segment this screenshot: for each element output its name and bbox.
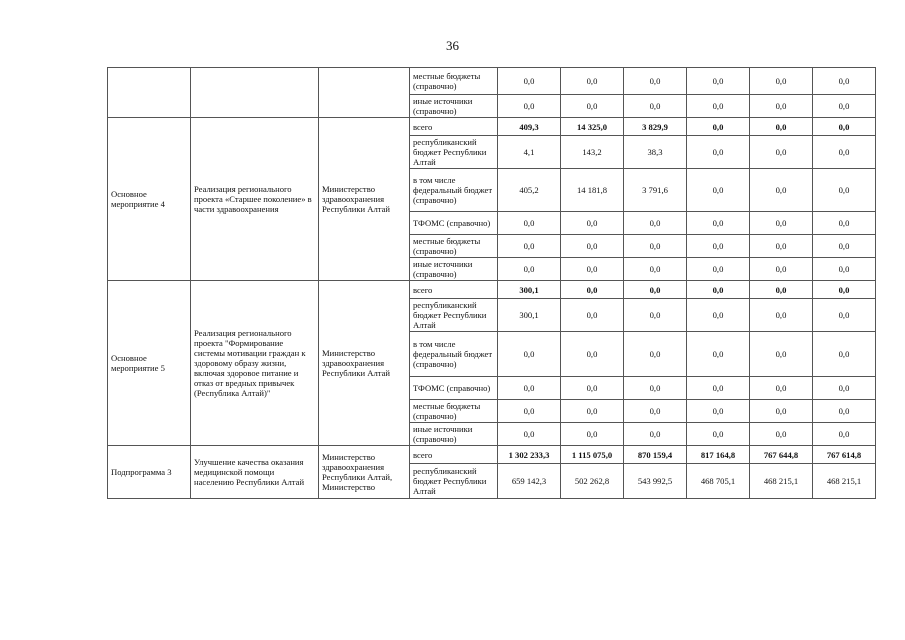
value-cell: 0,0 bbox=[687, 332, 750, 377]
value-cell: 0,0 bbox=[561, 299, 624, 332]
value-cell: 767 644,8 bbox=[750, 446, 813, 464]
value-cell: 817 164,8 bbox=[687, 446, 750, 464]
value-cell: 0,0 bbox=[561, 281, 624, 299]
value-cell: 14 325,0 bbox=[561, 118, 624, 136]
section-code bbox=[108, 68, 191, 118]
value-cell: 0,0 bbox=[624, 95, 687, 118]
page-number: 36 bbox=[446, 38, 459, 53]
value-cell: 0,0 bbox=[561, 95, 624, 118]
value-cell: 0,0 bbox=[750, 281, 813, 299]
value-cell: 0,0 bbox=[561, 258, 624, 281]
value-cell: 0,0 bbox=[750, 258, 813, 281]
value-cell: 409,3 bbox=[498, 118, 561, 136]
funding-source: ТФОМС (справочно) bbox=[410, 377, 498, 400]
funding-source: всего bbox=[410, 281, 498, 299]
value-cell: 0,0 bbox=[561, 68, 624, 95]
value-cell: 0,0 bbox=[687, 377, 750, 400]
value-cell: 0,0 bbox=[750, 377, 813, 400]
value-cell: 0,0 bbox=[687, 400, 750, 423]
value-cell: 0,0 bbox=[561, 235, 624, 258]
value-cell: 0,0 bbox=[813, 118, 876, 136]
value-cell: 0,0 bbox=[498, 332, 561, 377]
value-cell: 0,0 bbox=[813, 377, 876, 400]
table-row bbox=[108, 281, 876, 299]
value-cell: 0,0 bbox=[813, 169, 876, 212]
value-cell: 0,0 bbox=[498, 95, 561, 118]
funding-source: местные бюджеты (справочно) bbox=[410, 400, 498, 423]
value-cell: 0,0 bbox=[687, 212, 750, 235]
value-cell: 0,0 bbox=[750, 212, 813, 235]
table-row bbox=[108, 68, 876, 95]
table-row bbox=[108, 446, 876, 464]
value-cell: 0,0 bbox=[687, 95, 750, 118]
value-cell: 468 215,1 bbox=[813, 464, 876, 499]
funding-source: в том числе федеральный бюджет (справочно) bbox=[410, 332, 498, 377]
value-cell: 0,0 bbox=[624, 423, 687, 446]
value-cell: 0,0 bbox=[561, 400, 624, 423]
value-cell: 0,0 bbox=[687, 169, 750, 212]
value-cell: 0,0 bbox=[750, 400, 813, 423]
value-cell: 0,0 bbox=[813, 68, 876, 95]
value-cell: 0,0 bbox=[498, 377, 561, 400]
value-cell: 0,0 bbox=[750, 95, 813, 118]
value-cell: 0,0 bbox=[750, 235, 813, 258]
value-cell: 3 791,6 bbox=[624, 169, 687, 212]
funding-source: всего bbox=[410, 446, 498, 464]
value-cell: 0,0 bbox=[687, 423, 750, 446]
value-cell: 0,0 bbox=[813, 332, 876, 377]
value-cell: 0,0 bbox=[813, 299, 876, 332]
funding-source: всего bbox=[410, 118, 498, 136]
value-cell: 870 159,4 bbox=[624, 446, 687, 464]
value-cell: 767 614,8 bbox=[813, 446, 876, 464]
value-cell: 14 181,8 bbox=[561, 169, 624, 212]
value-cell: 0,0 bbox=[687, 235, 750, 258]
value-cell: 468 215,1 bbox=[750, 464, 813, 499]
value-cell: 0,0 bbox=[561, 332, 624, 377]
value-cell: 0,0 bbox=[813, 136, 876, 169]
section-name: Реализация регионального проекта "Формирование системы мотивации граждан к здоровому образу жизни, включая здоровое питание и отказ от вредных привычек (Республика Алтай)" bbox=[191, 281, 319, 446]
value-cell: 3 829,9 bbox=[624, 118, 687, 136]
section-executor: Министерство здравоохранения Республики Алтай, Министерство bbox=[319, 446, 410, 499]
funding-source: местные бюджеты (справочно) bbox=[410, 235, 498, 258]
value-cell: 0,0 bbox=[813, 281, 876, 299]
value-cell: 0,0 bbox=[687, 258, 750, 281]
funding-source: в том числе федеральный бюджет (справочно) bbox=[410, 169, 498, 212]
value-cell: 0,0 bbox=[750, 68, 813, 95]
section-code: Основное мероприятие 5 bbox=[108, 281, 191, 446]
value-cell: 0,0 bbox=[624, 377, 687, 400]
funding-source: республиканский бюджет Республики Алтай bbox=[410, 136, 498, 169]
value-cell: 0,0 bbox=[813, 400, 876, 423]
funding-source: ТФОМС (справочно) bbox=[410, 212, 498, 235]
value-cell: 0,0 bbox=[750, 332, 813, 377]
value-cell: 0,0 bbox=[750, 169, 813, 212]
value-cell: 0,0 bbox=[750, 299, 813, 332]
value-cell: 0,0 bbox=[561, 423, 624, 446]
value-cell: 468 705,1 bbox=[687, 464, 750, 499]
value-cell: 0,0 bbox=[687, 281, 750, 299]
section-name: Реализация регионального проекта «Старшее поколение» в части здравоохранения bbox=[191, 118, 319, 281]
value-cell: 0,0 bbox=[687, 136, 750, 169]
budget-table-body bbox=[108, 68, 876, 499]
value-cell: 502 262,8 bbox=[561, 464, 624, 499]
funding-source: иные источники (справочно) bbox=[410, 423, 498, 446]
section-name: Улучшение качества оказания медицинской помощи населению Республики Алтай bbox=[191, 446, 319, 499]
value-cell: 1 302 233,3 bbox=[498, 446, 561, 464]
value-cell: 0,0 bbox=[750, 136, 813, 169]
value-cell: 0,0 bbox=[624, 299, 687, 332]
funding-source: республиканский бюджет Республики Алтай bbox=[410, 464, 498, 499]
value-cell: 0,0 bbox=[624, 235, 687, 258]
value-cell: 0,0 bbox=[498, 235, 561, 258]
value-cell: 300,1 bbox=[498, 299, 561, 332]
value-cell: 0,0 bbox=[624, 258, 687, 281]
value-cell: 0,0 bbox=[498, 258, 561, 281]
value-cell: 0,0 bbox=[498, 423, 561, 446]
section-executor: Министерство здравоохранения Республики Алтай bbox=[319, 281, 410, 446]
value-cell: 0,0 bbox=[498, 212, 561, 235]
value-cell: 405,2 bbox=[498, 169, 561, 212]
funding-source: республиканский бюджет Республики Алтай bbox=[410, 299, 498, 332]
value-cell: 0,0 bbox=[561, 212, 624, 235]
section-executor bbox=[319, 68, 410, 118]
section-executor: Министерство здравоохранения Республики Алтай bbox=[319, 118, 410, 281]
value-cell: 4,1 bbox=[498, 136, 561, 169]
section-name bbox=[191, 68, 319, 118]
value-cell: 0,0 bbox=[498, 400, 561, 423]
value-cell: 0,0 bbox=[750, 423, 813, 446]
value-cell: 38,3 bbox=[624, 136, 687, 169]
value-cell: 659 142,3 bbox=[498, 464, 561, 499]
value-cell: 0,0 bbox=[624, 68, 687, 95]
value-cell: 300,1 bbox=[498, 281, 561, 299]
section-code: Подпрограмма 3 bbox=[108, 446, 191, 499]
budget-table bbox=[107, 67, 876, 499]
section-code: Основное мероприятие 4 bbox=[108, 118, 191, 281]
value-cell: 0,0 bbox=[624, 281, 687, 299]
value-cell: 0,0 bbox=[813, 95, 876, 118]
value-cell: 0,0 bbox=[813, 423, 876, 446]
value-cell: 0,0 bbox=[750, 118, 813, 136]
value-cell: 0,0 bbox=[687, 299, 750, 332]
funding-source: иные источники (справочно) bbox=[410, 95, 498, 118]
value-cell: 0,0 bbox=[687, 118, 750, 136]
funding-source: местные бюджеты (справочно) bbox=[410, 68, 498, 95]
value-cell: 0,0 bbox=[624, 212, 687, 235]
value-cell: 143,2 bbox=[561, 136, 624, 169]
value-cell: 0,0 bbox=[498, 68, 561, 95]
funding-source: иные источники (справочно) bbox=[410, 258, 498, 281]
value-cell: 0,0 bbox=[813, 258, 876, 281]
value-cell: 0,0 bbox=[813, 212, 876, 235]
value-cell: 0,0 bbox=[624, 400, 687, 423]
value-cell: 1 115 075,0 bbox=[561, 446, 624, 464]
value-cell: 0,0 bbox=[687, 68, 750, 95]
value-cell: 0,0 bbox=[624, 332, 687, 377]
table-row bbox=[108, 118, 876, 136]
value-cell: 543 992,5 bbox=[624, 464, 687, 499]
value-cell: 0,0 bbox=[813, 235, 876, 258]
value-cell: 0,0 bbox=[561, 377, 624, 400]
